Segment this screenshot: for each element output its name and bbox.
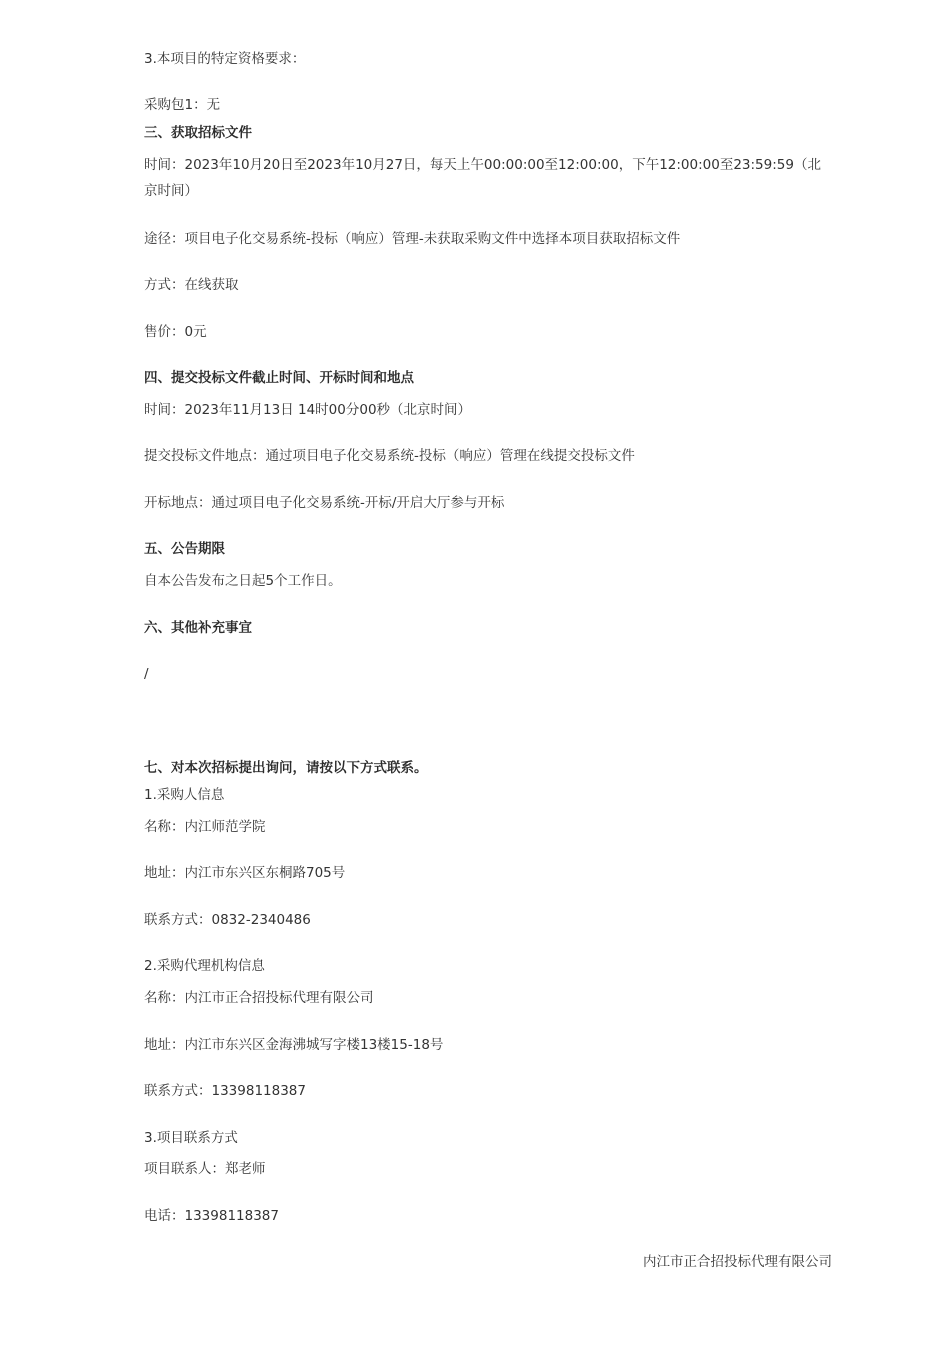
project-contact-phone: 电话：13398118387 bbox=[144, 1208, 279, 1224]
section-3-heading: 三、获取招标文件 bbox=[144, 125, 252, 141]
buyer-info-title: 1.采购人信息 bbox=[144, 787, 225, 803]
agent-name: 名称：内江市正合招投标代理有限公司 bbox=[144, 990, 374, 1006]
project-contact-person: 项目联系人：郑老师 bbox=[144, 1161, 266, 1177]
obtain-time: 时间：2023年10月20日至2023年10月27日，每天上午00:00:00至12:00:00，下午12:00:00至23:59:59（北京时间） bbox=[144, 157, 821, 199]
other-matters: / bbox=[144, 666, 149, 682]
special-qualification-label: 3.本项目的特定资格要求： bbox=[144, 51, 306, 67]
project-contact-title: 3.项目联系方式 bbox=[144, 1130, 238, 1146]
section-6-heading: 六、其他补充事宜 bbox=[144, 620, 252, 636]
issuer-signature: 内江市正合招投标代理有限公司 bbox=[643, 1254, 832, 1270]
section-5-heading: 五、公告期限 bbox=[144, 541, 225, 557]
buyer-contact: 联系方式：0832-2340486 bbox=[144, 912, 311, 928]
package-1-requirement: 采购包1：无 bbox=[144, 97, 221, 113]
section-7-heading: 七、对本次招标提出询问，请按以下方式联系。 bbox=[144, 760, 428, 776]
agent-contact: 联系方式：13398118387 bbox=[144, 1083, 306, 1099]
buyer-address: 地址：内江市东兴区东桐路705号 bbox=[144, 865, 346, 881]
obtain-channel: 途径：项目电子化交易系统-投标（响应）管理-未获取采购文件中选择本项目获取招标文件 bbox=[144, 231, 681, 247]
obtain-method: 方式：在线获取 bbox=[144, 277, 239, 293]
buyer-name: 名称：内江师范学院 bbox=[144, 819, 266, 835]
section-4-heading: 四、提交投标文件截止时间、开标时间和地点 bbox=[144, 370, 414, 386]
deadline-time: 时间：2023年11月13日 14时00分00秒（北京时间） bbox=[144, 402, 472, 418]
announcement-period: 自本公告发布之日起5个工作日。 bbox=[144, 573, 342, 589]
agent-info-title: 2.采购代理机构信息 bbox=[144, 958, 265, 974]
agent-address: 地址：内江市东兴区金海沸城写字楼13楼15-18号 bbox=[144, 1037, 444, 1053]
opening-place: 开标地点：通过项目电子化交易系统-开标/开启大厅参与开标 bbox=[144, 495, 505, 511]
document-price: 售价：0元 bbox=[144, 324, 207, 340]
submission-place: 提交投标文件地点：通过项目电子化交易系统-投标（响应）管理在线提交投标文件 bbox=[144, 448, 635, 464]
